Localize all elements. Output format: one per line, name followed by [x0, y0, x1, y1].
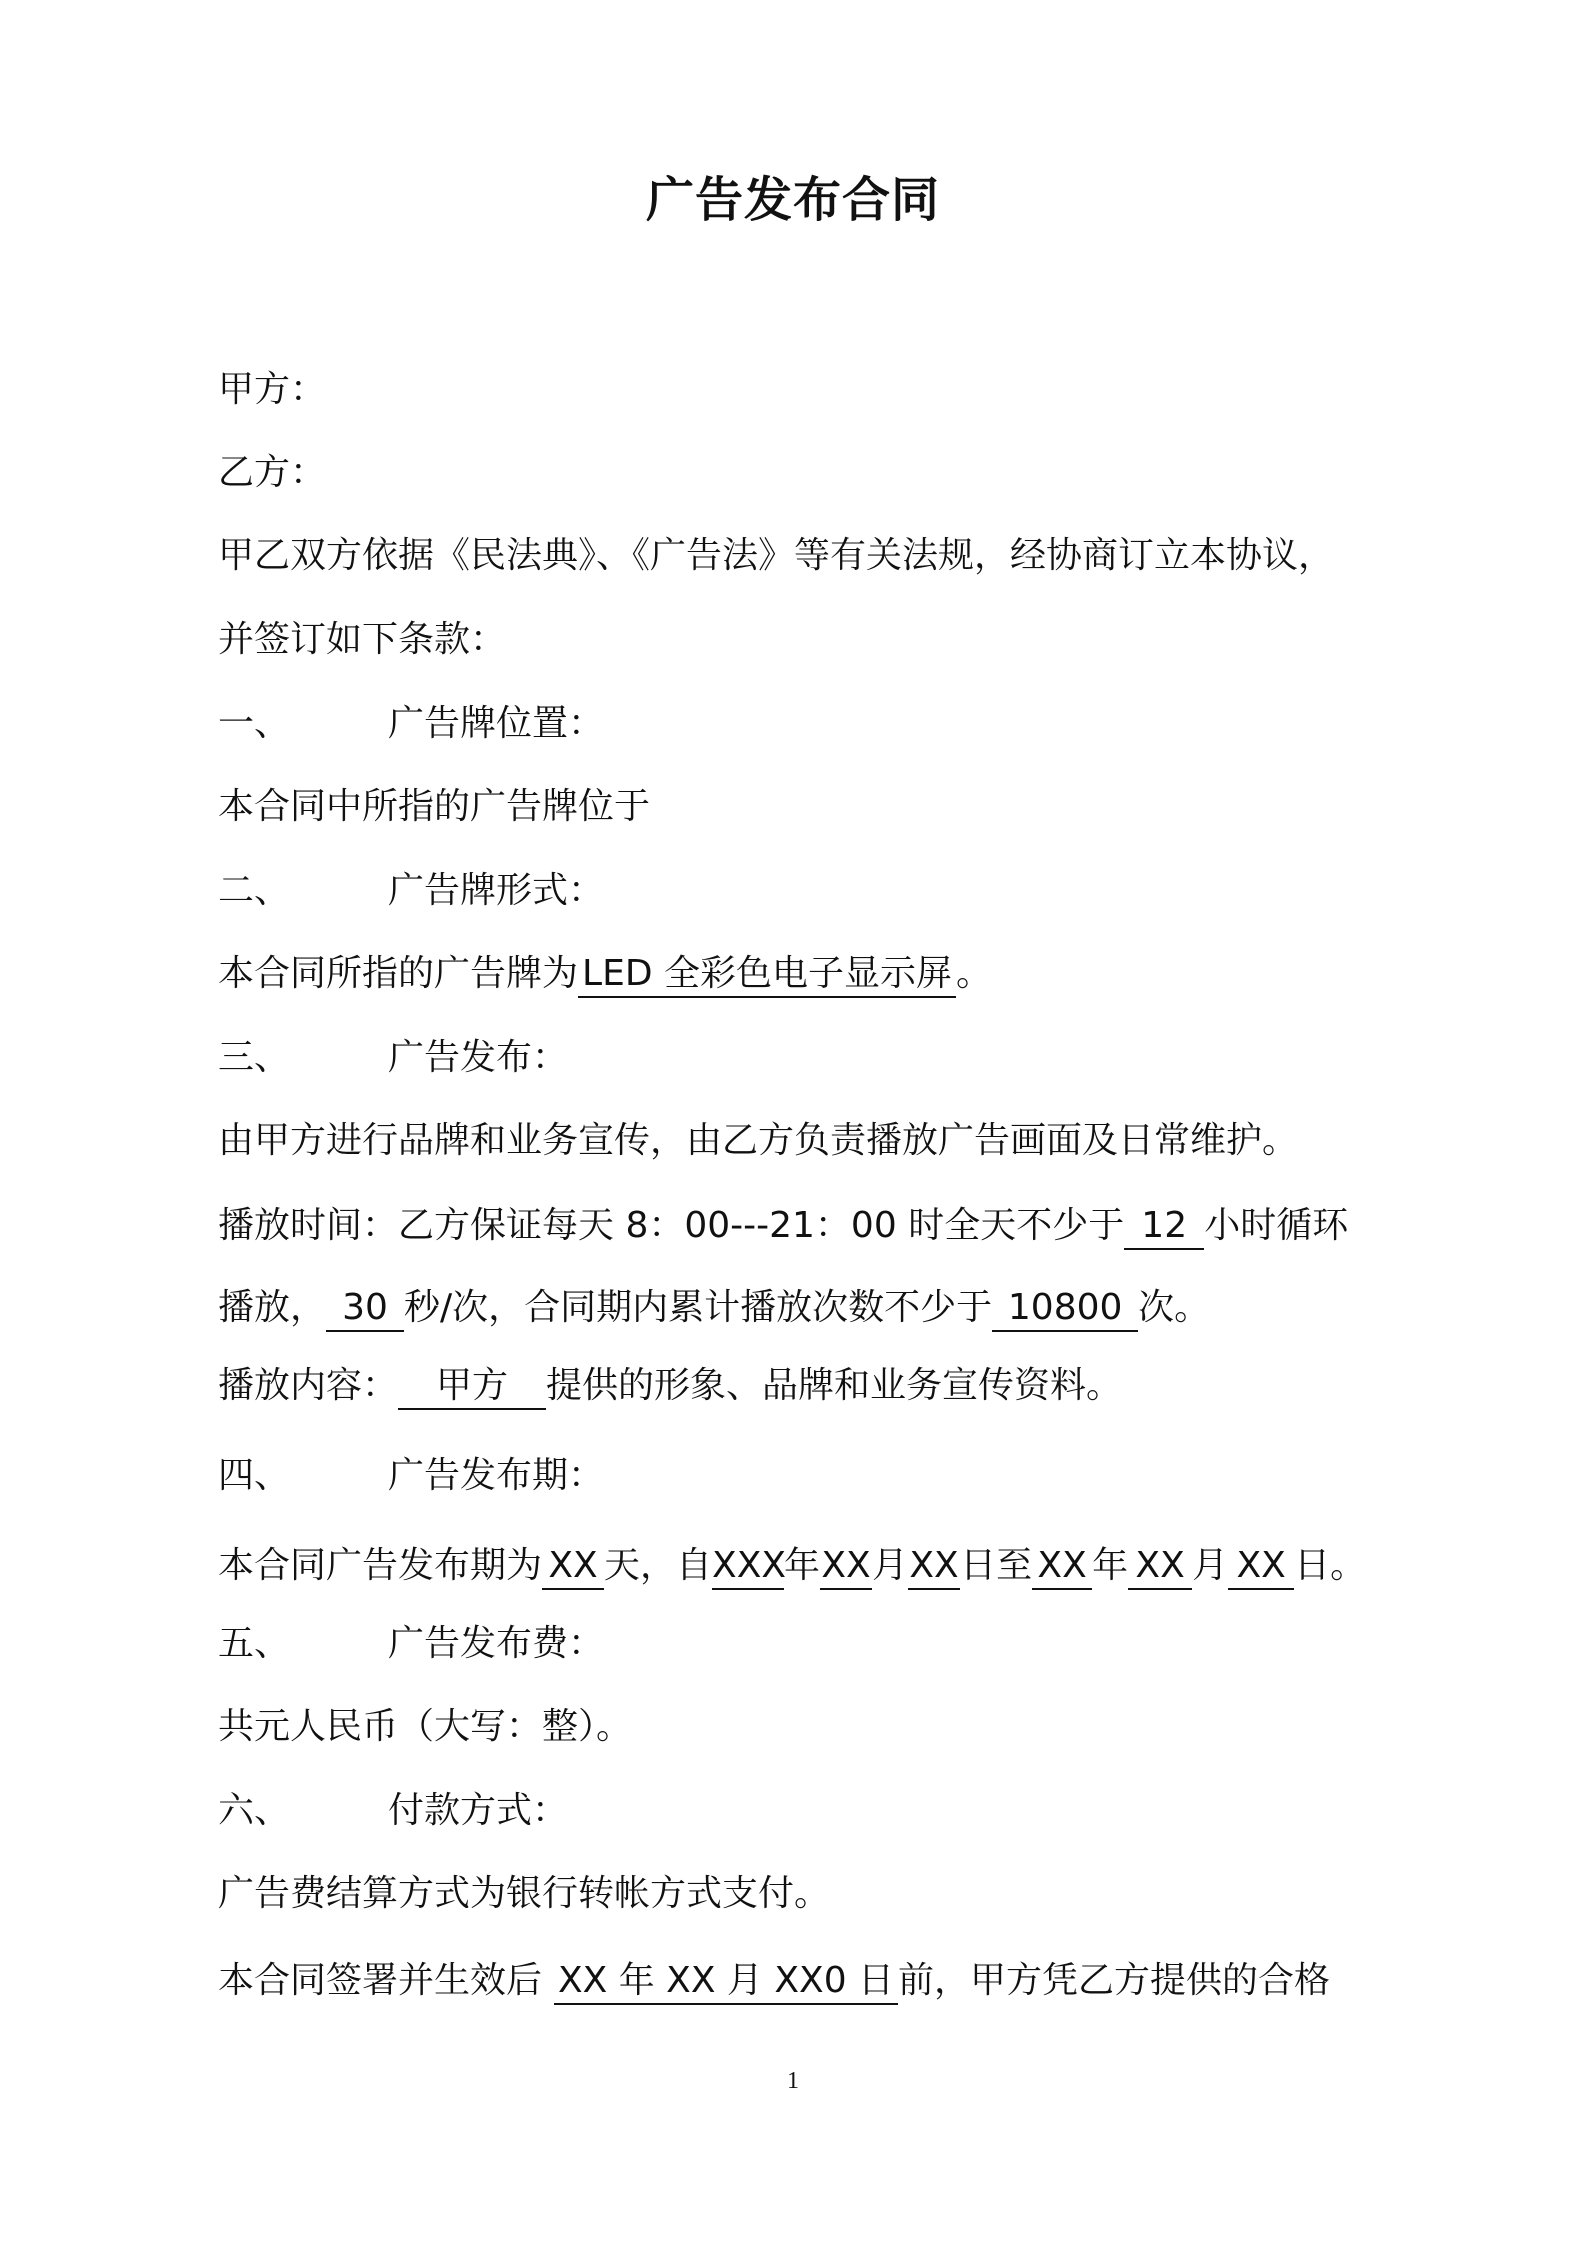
section-3-heading	[218, 1034, 1378, 1082]
section-number: 四、	[218, 1455, 291, 1496]
section-heading: 广告牌形式：	[388, 870, 605, 911]
section-1-heading	[218, 700, 1378, 748]
section-5-text: 共元人民币（大写：整）。	[218, 1706, 633, 1747]
text-segment: 日。	[1294, 1545, 1367, 1586]
underlined-field: XX	[1228, 1544, 1294, 1590]
section-4-heading	[218, 1452, 1378, 1500]
section-6-text: 广告费结算方式为银行转帐方式支付。	[218, 1873, 831, 1914]
underlined-field: 30	[326, 1286, 404, 1332]
intro-line-1: 甲乙双方依据《民法典》、《广告法》等有关法规，经协商订立本协议，	[218, 535, 1335, 576]
underlined-field: XX 年 XX 月 XX0 日	[554, 1959, 898, 2005]
page-title: 广告发布合同	[645, 172, 940, 228]
underlined-field: 12	[1124, 1204, 1204, 1250]
section-3-text: 由甲方进行品牌和业务宣传，由乙方负责播放广告画面及日常维护。	[218, 1120, 1299, 1161]
text-segment: 年	[1092, 1545, 1129, 1586]
text-segment: 播放内容：	[218, 1365, 399, 1406]
text-segment: 月	[872, 1545, 909, 1586]
section-6-heading	[218, 1787, 1378, 1835]
text-segment: 前，甲方凭乙方提供的合格	[898, 1960, 1331, 2001]
text-segment: 天，自	[604, 1545, 713, 1586]
underlined-field: XX	[820, 1544, 872, 1590]
text-segment: 月	[1192, 1545, 1229, 1586]
section-heading: 广告牌位置：	[388, 703, 605, 744]
text-segment: 年	[784, 1545, 821, 1586]
section-number: 五、	[218, 1623, 291, 1664]
section-number: 三、	[218, 1037, 291, 1078]
section-1-text: 本合同中所指的广告牌位于	[218, 786, 651, 827]
text-segment: 提供的形象、品牌和业务宣传资料。	[546, 1365, 1123, 1406]
text-segment: 本合同广告发布期为	[218, 1545, 543, 1586]
play-content-line	[218, 1362, 1378, 1410]
underlined-field: XX	[1128, 1544, 1192, 1590]
underlined-field: XX	[542, 1544, 604, 1590]
text-segment: 播放，	[218, 1287, 327, 1328]
section-number: 二、	[218, 870, 291, 911]
text-segment: 本合同所指的广告牌为	[218, 953, 579, 994]
text-segment: 日至	[960, 1545, 1033, 1586]
section-heading: 广告发布费：	[388, 1623, 605, 1664]
text-segment: 次。	[1138, 1287, 1211, 1328]
party-a-line: 甲方：	[218, 369, 327, 410]
section-number: 六、	[218, 1790, 291, 1831]
section-5-heading	[218, 1620, 1378, 1668]
underlined-field: 10800	[992, 1286, 1138, 1332]
text-segment: 秒/次，合同期内累计播放次数不少于	[404, 1287, 993, 1328]
play-time-line-2	[218, 1284, 1378, 1332]
section-number: 一、	[218, 703, 291, 744]
intro-line-2: 并签订如下条款：	[218, 619, 507, 660]
underlined-field: 甲方	[398, 1364, 546, 1410]
underlined-field: XX	[1032, 1544, 1092, 1590]
underlined-field: XX	[908, 1544, 960, 1590]
section-heading: 广告发布期：	[388, 1455, 605, 1496]
play-time-line-1	[218, 1202, 1378, 1250]
section-4-text	[218, 1542, 1378, 1590]
section-heading: 广告发布：	[388, 1037, 569, 1078]
page-number: 1	[787, 2068, 799, 2094]
text-segment: 小时循环	[1204, 1205, 1349, 1246]
payment-terms-line	[218, 1957, 1378, 2005]
text-segment: 。	[955, 953, 992, 994]
underlined-field: XXX	[712, 1544, 784, 1590]
party-b-line: 乙方：	[218, 452, 327, 493]
text-segment: 本合同签署并生效后	[218, 1960, 543, 2001]
text-segment: 播放时间：乙方保证每天 8：00---21：00 时全天不少于	[218, 1205, 1125, 1246]
section-heading: 付款方式：	[388, 1790, 569, 1831]
underlined-field: LED 全彩色电子显示屏	[578, 952, 956, 998]
section-2-heading	[218, 867, 1378, 915]
section-2-text	[218, 950, 1378, 998]
